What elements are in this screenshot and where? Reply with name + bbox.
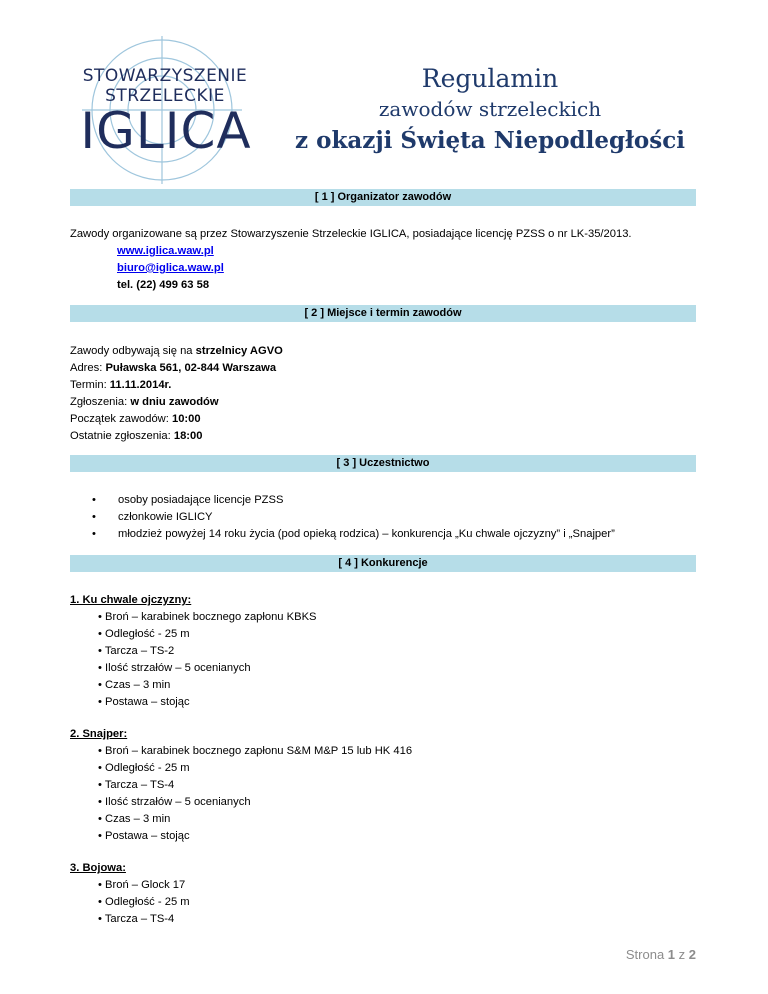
place-date: Termin: 11.11.2014r. xyxy=(70,379,172,391)
place-venue: Zawody odbywają się na strzelnicy AGVO xyxy=(70,345,283,357)
list-item: • Odległość - 25 m xyxy=(98,628,190,640)
logo-line-1: STOWARZYSZENIE xyxy=(82,66,248,86)
list-item: • Postawa – stojąc xyxy=(98,830,190,842)
competition-title: 2. Snajper: xyxy=(70,728,128,740)
place-last-registration: Ostatnie zgłoszenia: 18:00 xyxy=(70,430,203,442)
place-address: Adres: Puławska 561, 02-844 Warszawa xyxy=(70,362,277,374)
competition-title: 3. Bojowa: xyxy=(70,862,126,874)
list-item: • Broń – Glock 17 xyxy=(98,879,186,891)
logo-main-text: IGLICA xyxy=(80,102,252,160)
list-item: • Ilość strzałów – 5 ocenianych xyxy=(98,796,251,808)
list-item: • Tarcza – TS-4 xyxy=(98,779,175,791)
competition-title: 1. Ku chwale ojczyzny: xyxy=(70,594,192,606)
list-item: • Odległość - 25 m xyxy=(98,896,190,908)
list-item: • Broń – karabinek bocznego zapłonu S&M M&P 15 lub HK 416 xyxy=(98,745,413,757)
iglica-logo xyxy=(62,36,262,184)
organizer-text: Zawody organizowane są przez Stowarzyszenie Strzeleckie IGLICA, posiadające licencję PZSS o nr LK-35/2013. xyxy=(70,228,632,240)
place-start: Początek zawodów: 10:00 xyxy=(70,413,201,425)
list-item: • Broń – karabinek bocznego zapłonu KBKS xyxy=(98,611,317,623)
doc-title-line-2: zawodów strzeleckich xyxy=(378,97,602,121)
website-link[interactable]: www.iglica.waw.pl xyxy=(117,245,214,257)
page-number: Strona 1 z 2 xyxy=(625,947,696,962)
section-header-place: [ 2 ] Miejsce i termin zawodów xyxy=(70,305,696,322)
place-registration: Zgłoszenia: w dniu zawodów xyxy=(70,396,219,408)
list-item: • Tarcza – TS-4 xyxy=(98,913,175,925)
email-link[interactable]: biuro@iglica.waw.pl xyxy=(117,262,224,274)
phone-number: tel. (22) 499 63 58 xyxy=(117,279,210,291)
list-item: • Czas – 3 min xyxy=(98,679,171,691)
doc-title-line-1: Regulamin xyxy=(421,64,559,93)
list-item: • Ilość strzałów – 5 ocenianych xyxy=(98,662,251,674)
section-header-competitions: [ 4 ] Konkurencje xyxy=(70,555,696,572)
section-header-participants: [ 3 ] Uczestnictwo xyxy=(70,455,696,472)
section-header-organizer: [ 1 ] Organizator zawodów xyxy=(70,189,696,206)
list-item: • Czas – 3 min xyxy=(98,813,171,825)
list-item: • Tarcza – TS-2 xyxy=(98,645,175,657)
logo-line-2: STRZELECKIE xyxy=(105,86,225,106)
doc-title-line-3: z okazji Święta Niepodległości xyxy=(295,127,685,154)
list-item: • Odległość - 25 m xyxy=(98,762,190,774)
list-item: • Postawa – stojąc xyxy=(98,696,190,708)
